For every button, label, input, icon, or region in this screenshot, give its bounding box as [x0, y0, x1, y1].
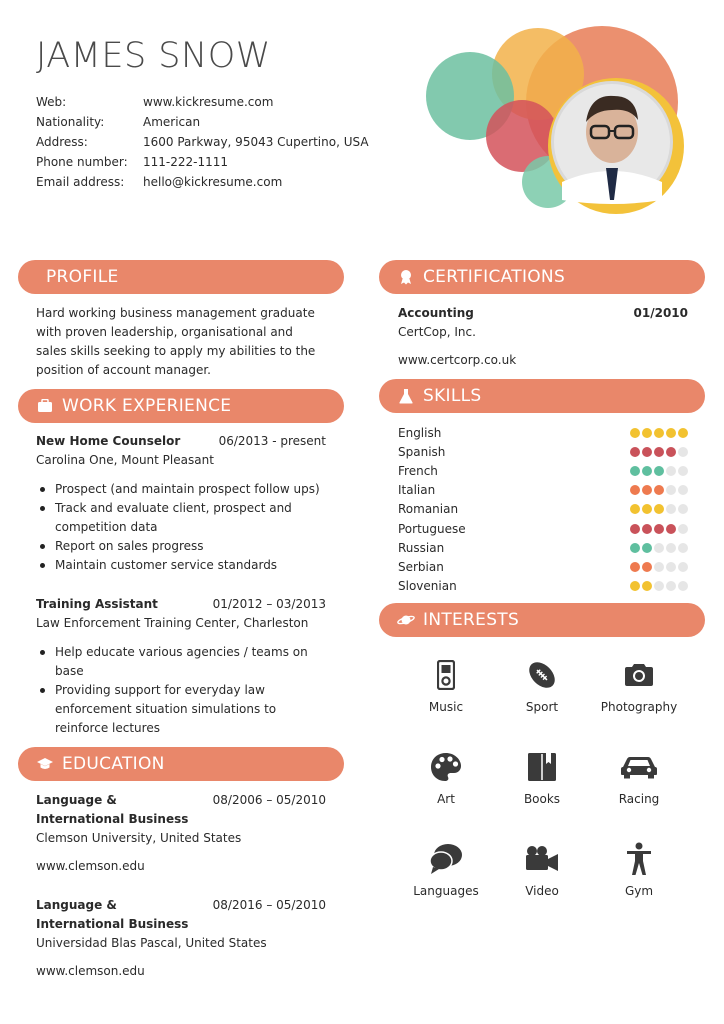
- interest-languages: [391, 840, 501, 898]
- job-entry: [36, 595, 326, 738]
- rating-dot-filled: [666, 428, 676, 438]
- contact-value: 1600 Parkway, 95043 Cupertino, USA: [143, 135, 369, 149]
- education-entry: [36, 791, 326, 876]
- skill-row: [398, 423, 688, 442]
- music-player-icon: [391, 656, 501, 694]
- skill-rating: [630, 524, 688, 534]
- rating-dot-filled: [630, 428, 640, 438]
- rating-dot-empty: [678, 485, 688, 495]
- work-experience-title: WORK EXPERIENCE: [62, 396, 232, 416]
- list-item: Prospect (and maintain prospect follow ups): [36, 480, 326, 499]
- rating-dot-empty: [678, 524, 688, 534]
- rating-dot-filled: [630, 504, 640, 514]
- planet-icon: [397, 611, 415, 629]
- interest-label: Art: [437, 792, 455, 806]
- interest-label: Books: [523, 792, 561, 806]
- camera-icon: [584, 656, 694, 694]
- rating-dot-empty: [678, 562, 688, 572]
- speech-bubbles-icon: [391, 840, 501, 878]
- job-duties: [36, 480, 326, 575]
- rating-dot-empty: [678, 543, 688, 553]
- interests-section-header: [379, 603, 705, 637]
- skill-row: [398, 461, 688, 480]
- rating-dot-filled: [642, 524, 652, 534]
- job-header: [36, 595, 326, 614]
- skill-name: English: [398, 425, 442, 440]
- degree-title: Language & International Business: [36, 793, 189, 826]
- skill-name: Spanish: [398, 444, 446, 459]
- contact-label: Nationality:: [36, 115, 105, 129]
- person-icon: [584, 840, 694, 878]
- degree-title: Language & International Business: [36, 898, 189, 931]
- rating-dot-filled: [654, 447, 664, 457]
- interest-label: Video: [525, 884, 559, 898]
- interest-racing: [584, 748, 694, 806]
- job-title: New Home Counselor: [36, 434, 181, 448]
- skill-row: [398, 500, 688, 519]
- contact-row-web: [36, 92, 369, 112]
- rating-dot-empty: [666, 543, 676, 553]
- rating-dot-empty: [666, 562, 676, 572]
- skill-row: [398, 481, 688, 500]
- contact-row-nationality: [36, 112, 369, 132]
- rating-dot-filled: [642, 562, 652, 572]
- skill-name: Romanian: [398, 502, 459, 517]
- skill-name: Russian: [398, 540, 445, 555]
- rating-dot-empty: [678, 447, 688, 457]
- education-title: EDUCATION: [62, 754, 165, 774]
- rating-dot-filled: [654, 524, 664, 534]
- car-icon: [584, 748, 694, 786]
- education-dates: 08/2006 – 05/2010: [212, 793, 326, 807]
- rating-dot-empty: [654, 543, 664, 553]
- skill-name: Serbian: [398, 559, 444, 574]
- skill-rating: [630, 447, 688, 457]
- certification-issuer: CertCop, Inc.: [398, 325, 476, 339]
- list-item: Track and evaluate client, prospect and competition data: [36, 499, 326, 537]
- skill-name: Slovenian: [398, 579, 457, 594]
- skill-row: [398, 442, 688, 461]
- contact-label: Phone number:: [36, 155, 128, 169]
- interest-sport: [487, 656, 597, 714]
- rating-dot-filled: [630, 466, 640, 476]
- rating-dot-filled: [642, 466, 652, 476]
- job-company: Carolina One, Mount Pleasant: [36, 453, 214, 467]
- contact-row-email: [36, 172, 369, 192]
- skill-rating: [630, 466, 688, 476]
- profile-text: Hard working business management graduate with proven leadership, organisational and sales skills seeking to apply my abilities to the position of account manager.: [36, 306, 316, 377]
- job-title: Training Assistant: [36, 597, 158, 611]
- video-camera-icon: [487, 840, 597, 878]
- education-section-header: [18, 747, 344, 781]
- website-link[interactable]: www.kickresume.com: [143, 95, 274, 109]
- rating-dot-filled: [666, 447, 676, 457]
- palette-icon: [391, 748, 501, 786]
- job-header: [36, 432, 326, 451]
- profile-photo: [551, 81, 673, 204]
- interests-title: INTERESTS: [423, 610, 520, 630]
- interest-photography: [584, 656, 694, 714]
- rating-dot-filled: [642, 504, 652, 514]
- rating-dot-filled: [630, 581, 640, 591]
- rating-dot-filled: [642, 428, 652, 438]
- certification-website-link[interactable]: www.certcorp.co.uk: [398, 353, 517, 367]
- rating-dot-empty: [666, 485, 676, 495]
- contact-row-phone: [36, 152, 369, 172]
- rating-dot-filled: [678, 428, 688, 438]
- rating-dot-filled: [630, 562, 640, 572]
- skill-row: [398, 519, 688, 538]
- rating-dot-empty: [678, 466, 688, 476]
- certification-header: [398, 304, 688, 323]
- skill-name: Italian: [398, 483, 436, 498]
- rating-dot-empty: [666, 581, 676, 591]
- rating-dot-filled: [666, 524, 676, 534]
- contact-value: 111-222-1111: [143, 155, 229, 169]
- rating-dot-filled: [654, 504, 664, 514]
- rating-dot-filled: [642, 485, 652, 495]
- school-name: Clemson University, United States: [36, 831, 242, 845]
- skill-rating: [630, 504, 688, 514]
- rating-dot-empty: [654, 562, 664, 572]
- flask-icon: [397, 387, 415, 405]
- rating-dot-empty: [654, 581, 664, 591]
- skill-row: [398, 538, 688, 557]
- list-item: Help educate various agencies / teams on base: [36, 643, 326, 681]
- rating-dot-filled: [654, 428, 664, 438]
- interest-gym: [584, 840, 694, 898]
- award-icon: [397, 268, 415, 286]
- certification-name: Accounting: [398, 306, 474, 320]
- contact-info: [36, 92, 369, 192]
- interest-label: Sport: [525, 700, 559, 714]
- skill-name: Portuguese: [398, 521, 466, 536]
- rating-dot-filled: [630, 485, 640, 495]
- candidate-name: JAMES SNOW: [36, 36, 271, 76]
- interest-video: [487, 840, 597, 898]
- job-dates: 01/2012 – 03/2013: [212, 597, 326, 611]
- education-header: [36, 896, 326, 934]
- contact-row-address: [36, 132, 369, 152]
- skill-row: [398, 577, 688, 596]
- rating-dot-filled: [630, 447, 640, 457]
- interest-label: Music: [428, 700, 464, 714]
- skill-name: French: [398, 463, 438, 478]
- interest-label: Photography: [600, 700, 678, 714]
- skill-rating: [630, 581, 688, 591]
- certification-date: 01/2010: [633, 306, 688, 320]
- contact-value: American: [143, 115, 201, 129]
- email-link[interactable]: hello@kickresume.com: [143, 175, 283, 189]
- certifications-section-header: [379, 260, 705, 294]
- rating-dot-empty: [678, 504, 688, 514]
- profile-title: PROFILE: [46, 267, 119, 287]
- certifications-title: CERTIFICATIONS: [423, 267, 566, 287]
- list-item: Providing support for everyday law enforcement situation simulations to reinforce lectures: [36, 681, 326, 738]
- rating-dot-filled: [630, 524, 640, 534]
- contact-label: Email address:: [36, 175, 125, 189]
- job-duties: [36, 643, 326, 738]
- rating-dot-filled: [642, 543, 652, 553]
- rating-dot-empty: [666, 466, 676, 476]
- book-icon: [487, 748, 597, 786]
- job-entry: [36, 432, 326, 575]
- rating-dot-filled: [654, 466, 664, 476]
- interest-label: Gym: [624, 884, 654, 898]
- job-dates: 06/2013 - present: [218, 434, 326, 448]
- interest-art: [391, 748, 501, 806]
- rating-dot-empty: [666, 504, 676, 514]
- rating-dot-filled: [642, 581, 652, 591]
- briefcase-icon: [36, 397, 54, 415]
- interest-books: [487, 748, 597, 806]
- list-item: Report on sales progress: [36, 537, 326, 556]
- education-dates: 08/2016 – 05/2010: [212, 898, 326, 912]
- skill-rating: [630, 562, 688, 572]
- rating-dot-filled: [630, 543, 640, 553]
- rating-dot-empty: [678, 581, 688, 591]
- skills-title: SKILLS: [423, 386, 482, 406]
- interest-music: [391, 656, 501, 714]
- contact-label: Address:: [36, 135, 88, 149]
- skills-list: [398, 423, 688, 596]
- rating-dot-filled: [642, 447, 652, 457]
- profile-section-header: [18, 260, 344, 294]
- school-website-link[interactable]: www.clemson.edu: [36, 964, 145, 978]
- list-item: Maintain customer service standards: [36, 556, 326, 575]
- skill-rating: [630, 485, 688, 495]
- contact-label: Web:: [36, 95, 67, 109]
- interest-label: Racing: [618, 792, 660, 806]
- school-website-link[interactable]: www.clemson.edu: [36, 859, 145, 873]
- interest-label: Languages: [413, 884, 479, 898]
- skill-rating: [630, 428, 688, 438]
- education-header: [36, 791, 326, 829]
- skills-section-header: [379, 379, 705, 413]
- rating-dot-filled: [654, 485, 664, 495]
- football-icon: [487, 656, 597, 694]
- job-company: Law Enforcement Training Center, Charleston: [36, 616, 309, 630]
- graduation-cap-icon: [36, 755, 54, 773]
- certification-entry: [398, 304, 688, 370]
- school-name: Universidad Blas Pascal, United States: [36, 936, 267, 950]
- skill-row: [398, 557, 688, 576]
- profile-photo-bubbles: [420, 10, 710, 230]
- work-experience-section-header: [18, 389, 344, 423]
- skill-rating: [630, 543, 688, 553]
- education-entry: [36, 896, 326, 981]
